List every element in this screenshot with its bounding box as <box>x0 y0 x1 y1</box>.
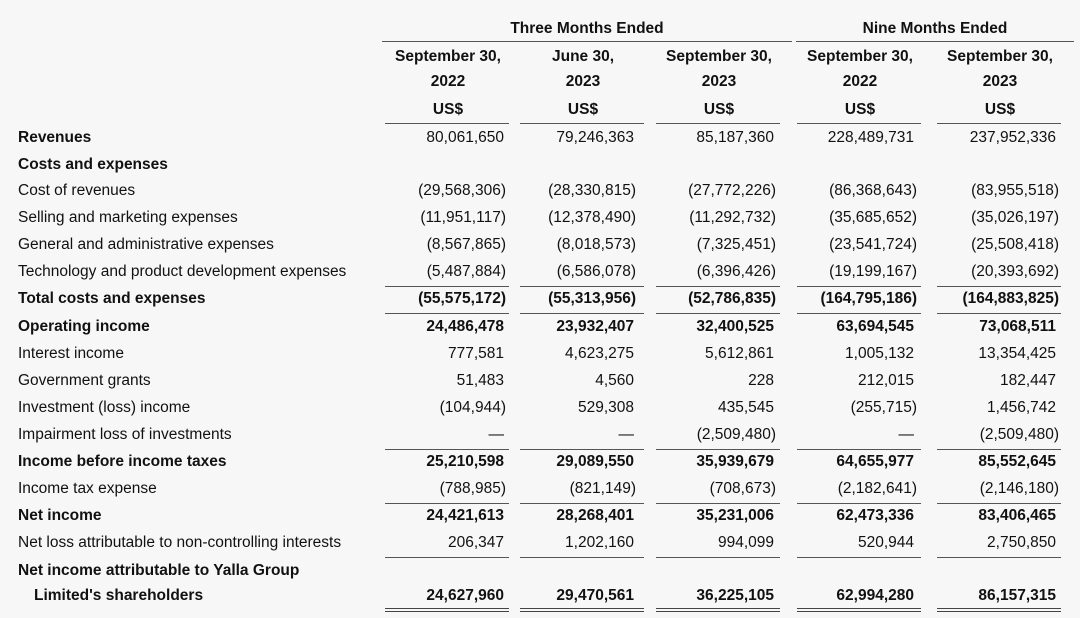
row-label-continued: Limited's shareholders <box>34 587 204 604</box>
cell-value: 24,486,478 <box>426 318 504 335</box>
subtotal-rule <box>656 557 780 558</box>
row-label: Revenues <box>18 129 92 146</box>
column-header: September 30, <box>947 48 1053 65</box>
cell-value: 86,157,315 <box>978 587 1056 604</box>
column-header: September 30, <box>666 48 772 65</box>
cell-value: (20,393,692) <box>971 263 1059 280</box>
column-header: September 30, <box>395 48 501 65</box>
cell-value: 64,655,977 <box>836 453 914 470</box>
subtotal-rule <box>520 286 644 287</box>
cell-value: 85,187,360 <box>696 129 774 146</box>
cell-value: (55,575,172) <box>418 290 506 307</box>
row-label: Selling and marketing expenses <box>18 209 238 226</box>
cell-value: (52,786,835) <box>688 290 776 307</box>
subtotal-rule <box>520 313 644 314</box>
cell-value: 520,944 <box>857 534 914 551</box>
subtotal-rule <box>385 449 509 450</box>
cell-value: 2,750,850 <box>987 534 1056 551</box>
cell-value: 35,939,679 <box>696 453 774 470</box>
cell-value: 28,268,401 <box>556 507 634 524</box>
subtotal-rule <box>797 286 921 287</box>
subtotal-rule <box>385 286 509 287</box>
cell-value: 29,470,561 <box>556 587 634 604</box>
cell-value: — <box>488 426 504 443</box>
cell-value: 32,400,525 <box>696 318 774 335</box>
column-currency: US$ <box>567 101 599 118</box>
cell-value: 29,089,550 <box>556 453 634 470</box>
cell-value: (2,146,180) <box>979 480 1059 497</box>
cell-value: (164,795,186) <box>820 290 917 307</box>
cell-value: (35,685,652) <box>829 209 917 226</box>
cell-value: (2,182,641) <box>837 480 917 497</box>
cell-value: 1,456,742 <box>987 399 1056 416</box>
row-label: Income tax expense <box>18 480 157 497</box>
column-header-year: 2023 <box>701 73 737 90</box>
row-label: Impairment loss of investments <box>18 426 232 443</box>
cell-value: (23,541,724) <box>829 236 917 253</box>
cell-value: (12,378,490) <box>548 209 636 226</box>
subtotal-rule <box>385 557 509 558</box>
column-currency: US$ <box>844 101 876 118</box>
column-currency: US$ <box>703 101 735 118</box>
cell-value: 24,627,960 <box>426 587 504 604</box>
cell-value: 23,932,407 <box>556 318 634 335</box>
cell-value: 228,489,731 <box>827 129 914 146</box>
double-rule <box>656 611 780 612</box>
row-label: Operating income <box>18 318 150 335</box>
cell-value: (11,951,117) <box>420 209 506 226</box>
group-header-three-months: Three Months Ended <box>510 20 664 37</box>
cell-value: 63,694,545 <box>836 318 914 335</box>
subtotal-rule <box>656 449 780 450</box>
cell-value: (6,396,426) <box>696 263 776 280</box>
cell-value: 777,581 <box>447 345 504 362</box>
row-label: Income before income taxes <box>18 453 227 470</box>
cell-value: 212,015 <box>857 372 914 389</box>
subtotal-rule <box>797 313 921 314</box>
header-rule <box>937 123 1061 124</box>
cell-value: (5,487,884) <box>426 263 506 280</box>
cell-value: 79,246,363 <box>556 129 634 146</box>
double-rule <box>937 608 1061 609</box>
column-currency: US$ <box>432 101 464 118</box>
subtotal-rule <box>385 503 509 504</box>
cell-value: (821,149) <box>569 480 636 497</box>
subtotal-rule <box>797 449 921 450</box>
subtotal-rule <box>385 313 509 314</box>
group-header-rule <box>382 41 792 42</box>
cell-value: (164,883,825) <box>962 290 1059 307</box>
cell-value: 435,545 <box>717 399 774 416</box>
cell-value: (2,509,480) <box>696 426 776 443</box>
cell-value: (19,199,167) <box>829 263 917 280</box>
cell-value: 994,099 <box>717 534 774 551</box>
cell-value: (104,944) <box>439 399 506 416</box>
header-rule <box>656 123 780 124</box>
cell-value: 85,552,645 <box>978 453 1056 470</box>
double-rule <box>797 611 921 612</box>
cell-value: 83,406,465 <box>978 507 1056 524</box>
subtotal-rule <box>937 286 1061 287</box>
double-rule <box>797 608 921 609</box>
subtotal-rule <box>656 503 780 504</box>
cell-value: 529,308 <box>577 399 634 416</box>
group-header-rule <box>796 41 1074 42</box>
header-rule <box>520 123 644 124</box>
row-label: Total costs and expenses <box>18 290 206 307</box>
subtotal-rule <box>937 503 1061 504</box>
subtotal-rule <box>937 313 1061 314</box>
cell-value: (29,568,306) <box>418 182 506 199</box>
row-label: Net income attributable to Yalla Group <box>18 562 300 579</box>
row-label: Net income <box>18 507 102 524</box>
cell-value: (8,567,865) <box>426 236 506 253</box>
group-header-nine-months: Nine Months Ended <box>862 20 1008 37</box>
subtotal-rule <box>797 503 921 504</box>
cell-value: (28,330,815) <box>548 182 636 199</box>
cell-value: (7,325,451) <box>696 236 776 253</box>
row-label: Technology and product development expenses <box>18 263 347 280</box>
cell-value: 62,473,336 <box>836 507 914 524</box>
cell-value: 1,202,160 <box>565 534 634 551</box>
row-label: Costs and expenses <box>18 156 168 173</box>
cell-value: (55,313,956) <box>548 290 636 307</box>
cell-value: (35,026,197) <box>971 209 1059 226</box>
cell-value: (2,509,480) <box>979 426 1059 443</box>
row-label: Interest income <box>18 345 124 362</box>
cell-value: (25,508,418) <box>971 236 1059 253</box>
cell-value: 228 <box>748 372 774 389</box>
cell-value: 35,231,006 <box>696 507 774 524</box>
cell-value: 4,623,275 <box>565 345 634 362</box>
subtotal-rule <box>797 557 921 558</box>
cell-value: (255,715) <box>850 399 917 416</box>
cell-value: 80,061,650 <box>426 129 504 146</box>
cell-value: 237,952,336 <box>969 129 1056 146</box>
row-label: Net loss attributable to non-controlling interests <box>18 534 342 551</box>
row-label: General and administrative expenses <box>18 236 274 253</box>
column-header: June 30, <box>551 48 615 65</box>
column-header: September 30, <box>807 48 913 65</box>
row-label: Cost of revenues <box>18 182 136 199</box>
cell-value: 206,347 <box>447 534 504 551</box>
cell-value: (8,018,573) <box>556 236 636 253</box>
subtotal-rule <box>520 557 644 558</box>
cell-value: (708,673) <box>709 480 776 497</box>
row-label: Government grants <box>18 372 151 389</box>
cell-value: 51,483 <box>456 372 504 389</box>
subtotal-rule <box>656 313 780 314</box>
header-rule <box>385 123 509 124</box>
header-rule <box>797 123 921 124</box>
subtotal-rule <box>937 557 1061 558</box>
subtotal-rule <box>520 503 644 504</box>
subtotal-rule <box>520 449 644 450</box>
double-rule <box>656 608 780 609</box>
column-header-year: 2022 <box>430 73 466 90</box>
subtotal-rule <box>656 286 780 287</box>
cell-value: (6,586,078) <box>556 263 636 280</box>
double-rule <box>385 611 509 612</box>
cell-value: 73,068,511 <box>979 318 1056 335</box>
column-header-year: 2023 <box>565 73 601 90</box>
cell-value: 182,447 <box>999 372 1056 389</box>
double-rule <box>520 608 644 609</box>
column-header-year: 2022 <box>842 73 878 90</box>
cell-value: (11,292,732) <box>689 209 776 226</box>
subtotal-rule <box>937 449 1061 450</box>
cell-value: (27,772,226) <box>688 182 776 199</box>
cell-value: (788,985) <box>439 480 506 497</box>
cell-value: 25,210,598 <box>426 453 504 470</box>
cell-value: 36,225,105 <box>696 587 774 604</box>
cell-value: 62,994,280 <box>836 587 914 604</box>
cell-value: (86,368,643) <box>829 182 917 199</box>
cell-value: 5,612,861 <box>705 345 774 362</box>
cell-value: 4,560 <box>595 372 634 389</box>
cell-value: 1,005,132 <box>845 345 914 362</box>
cell-value: 13,354,425 <box>978 345 1056 362</box>
column-header-year: 2023 <box>982 73 1018 90</box>
row-label: Investment (loss) income <box>18 399 191 416</box>
double-rule <box>520 611 644 612</box>
column-currency: US$ <box>984 101 1016 118</box>
cell-value: — <box>898 426 914 443</box>
double-rule <box>385 608 509 609</box>
cell-value: 24,421,613 <box>426 507 504 524</box>
cell-value: — <box>618 426 634 443</box>
cell-value: (83,955,518) <box>971 182 1059 199</box>
double-rule <box>937 611 1061 612</box>
